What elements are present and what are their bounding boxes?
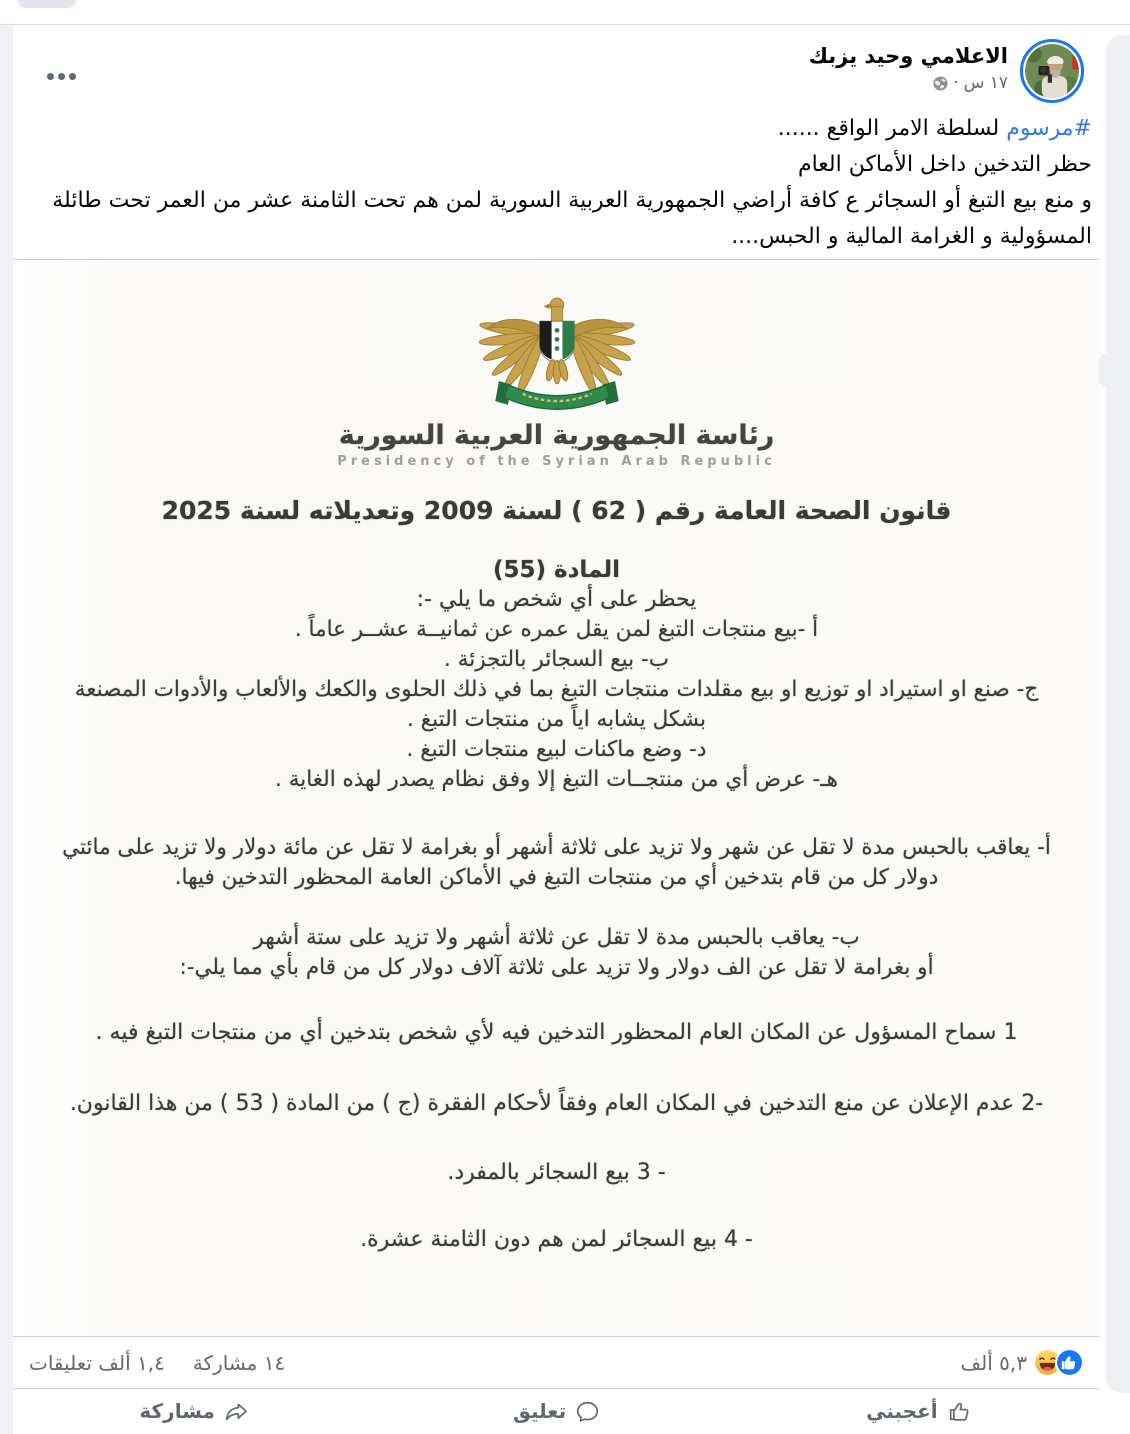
collapsed-side-panel [1106,35,1130,1393]
facebook-post-card [13,25,1100,1434]
penalty-paragraph-b-line2: أو بغرامة لا تقل عن الف دولار ولا تزيد على ثلاثة آلاف دولار كل من قام بأي مما يلي-: [179,955,934,980]
violation-item-1: 1 سماح المسؤول عن المكان العام المحظور التدخين فيه لأي شخص بتدخين أي من منتجات التبغ فيه . [95,1020,1018,1045]
browser-top-strip [0,0,1130,25]
post-meta-row [809,73,1008,93]
like-button[interactable] [738,1389,1100,1433]
share-arrow-icon [224,1399,249,1424]
thumbs-up-icon [947,1399,972,1424]
share-button-label: مشاركة [139,1399,215,1423]
violation-item-3: - 3 بيع السجائر بالمفرد. [447,1160,666,1185]
reactions-count: ٥,٣ ألف [960,1350,1027,1375]
author-name[interactable]: الاعلامي وحيد يزبك [808,44,1008,68]
post-options-menu-icon[interactable] [47,73,76,80]
presidency-title-arabic: رئاسة الجمهورية العربية السورية [338,420,775,451]
post-photo-decree-scan[interactable] [13,259,1100,1337]
post-text-line1 [29,111,1092,147]
post-header [13,25,1100,109]
article-number: المادة (55) [492,557,620,583]
header-meta [809,39,1008,93]
post-stats-bar [13,1337,1100,1389]
shares-count[interactable]: ١٤ مشاركة [192,1350,286,1375]
comments-shares-summary [29,1351,285,1375]
post-action-bar [13,1389,1100,1433]
side-panel-tab[interactable] [1099,353,1113,387]
comment-button-label: تعليق [512,1399,567,1423]
reactions-summary[interactable] [960,1348,1084,1377]
globe-privacy-icon [933,76,948,91]
prohibition-item-e: هـ- عرض أي من منتجــات التبغ إلا وفق نظام يصدر لهذه الغاية . [275,767,838,792]
page-left-gutter [0,25,13,1434]
post-text [13,109,1100,255]
article-intro: يحظر على أي شخص ما يلي -: [416,587,697,612]
avatar-image [1025,44,1079,98]
penalty-paragraph-a: أ- يعاقب بالحبس مدة لا تقل عن شهر ولا تزيد على ثلاثة أشهر أو بغرامة لا تقل عن مائة دولار ولا تزيد على مائتي دولار كل من قام بتدخين أي من منتجات التبغ في الأماكن العامة المحظور التدخين فيها. [62,835,1051,890]
prohibition-item-c: ج- صنع او استيراد او توزيع او بيع مقلدات منتجات التبغ بما في ذلك الحلوى والكعك والألعاب والأدوات المصنعة بشكل يشابه اياً من منتجات التبغ . [74,677,1039,732]
avatar[interactable] [1020,39,1084,103]
hashtag-link[interactable]: #مرسوم [1006,116,1092,141]
prohibition-item-b: ب- بيع السجائر بالتجزئة . [444,647,669,672]
violation-item-4: - 4 بيع السجائر لمن هم دون الثامنة عشرة. [360,1227,753,1252]
law-title: قانون الصحة العامة رقم ( 62 ) لسنة 2009 وتعديلاته لسنة 2025 [161,496,952,525]
post-text-line1-rest: لسلطة الامر الواقع ...... [777,116,1007,141]
prohibition-item-a: أ -بيع منتجات التبغ لمن يقل عمره عن ثمانيــة عشــر عاماً . [294,617,819,642]
prohibition-item-d: د- وضع ماكنات لبيع منتجات التبغ . [406,737,707,762]
comment-button[interactable] [375,1389,737,1433]
comment-bubble-icon [575,1399,600,1424]
presidency-title-english: Presidency of the Syrian Arab Republic [337,454,776,469]
meta-separator: · [953,73,959,93]
top-pill-decoration [18,0,76,8]
post-text-line3: و منع بيع التبغ أو السجائر ع كافة أراضي الجمهورية العربية السورية لمن هم تحت الثامنة عشر من العمر تحت طائلة المسؤولية و الغرامة المالية و الحبس.... [52,188,1092,249]
post-text-line2: حظر التدخين داخل الأماكن العام [797,152,1092,177]
violation-item-2: -2 عدم الإعلان عن منع التدخين في المكان العام وفقاً لأحكام الفقرة (ج ) من المادة ( 53 ) من هذا القانون. [69,1091,1044,1116]
page-right-gutter [1100,25,1130,1434]
syrian-eagle-emblem [439,294,675,412]
like-button-label: أعجبني [866,1399,938,1423]
comments-count[interactable]: ١,٤ ألف تعليقات [29,1350,165,1375]
post-timestamp[interactable]: ١٧ س [963,73,1008,93]
share-button[interactable] [13,1389,375,1433]
like-reaction-icon [1055,1348,1084,1377]
decree-document [13,260,1100,1255]
penalty-paragraph-b-line1: ب- يعاقب بالحبس مدة لا تقل عن ثلاثة أشهر ولا تزيد على ستة أشهر [253,925,860,950]
